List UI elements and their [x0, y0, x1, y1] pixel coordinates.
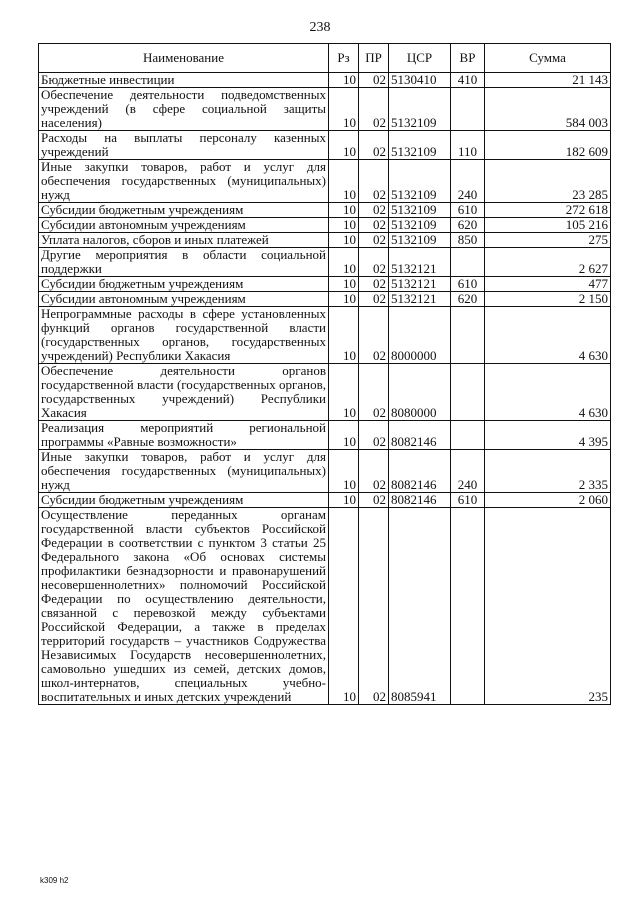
cell-name: Осуществление переданных органам государственной власти субъектов Российской Федерации в соответствии с пунктом 3 статьи 25 Федерального закона «Об основах системы профилактики безнадзорности и правонарушений несовершеннолетних» полномочий Российской Федерации по осуществлению деятельности, связанной с перевозкой между субъектами Российской Федерации, а также в пределах территорий государств – участников Содружества Независимых Государств несовершеннолетних, самовольно ушедших из семей, детских домов, школ-интернатов, специальных учебно-воспитательных и иных детских учреждений: [39, 508, 329, 705]
cell-sum: 2 150: [485, 292, 611, 307]
page-number: 238: [309, 20, 331, 35]
col-header-name: Наименование: [39, 44, 329, 73]
cell-sum: 4 630: [485, 307, 611, 364]
cell-name: Субсидии автономным учреждениям: [39, 292, 329, 307]
cell-csr: 5132109: [389, 88, 451, 131]
cell-name: Обеспечение деятельности органов государственной власти (государственных органов, государственных учреждений) Республики Хакасия: [39, 364, 329, 421]
cell-rz: 10: [329, 450, 359, 493]
cell-pr: 02: [359, 292, 389, 307]
cell-csr: 5130410: [389, 73, 451, 88]
cell-rz: 10: [329, 73, 359, 88]
table-row: [39, 218, 611, 233]
cell-vr: 610: [451, 493, 485, 508]
cell-rz: 10: [329, 307, 359, 364]
cell-csr: 8080000: [389, 364, 451, 421]
cell-rz: 10: [329, 508, 359, 705]
cell-rz: 10: [329, 218, 359, 233]
cell-vr: 620: [451, 218, 485, 233]
cell-pr: 02: [359, 131, 389, 160]
cell-csr: 5132109: [389, 131, 451, 160]
cell-sum: 2 060: [485, 493, 611, 508]
cell-name: Субсидии автономным учреждениям: [39, 218, 329, 233]
cell-sum: 23 285: [485, 160, 611, 203]
cell-vr: 610: [451, 277, 485, 292]
table-row: [39, 364, 611, 421]
cell-rz: 10: [329, 203, 359, 218]
cell-sum: 21 143: [485, 73, 611, 88]
cell-pr: 02: [359, 73, 389, 88]
table-header-row: [39, 44, 611, 73]
cell-name: Субсидии бюджетным учреждениям: [39, 277, 329, 292]
col-header-pr: ПР: [359, 44, 389, 73]
table-row: [39, 307, 611, 364]
table-row: [39, 493, 611, 508]
cell-name: Расходы на выплаты персоналу казенных учреждений: [39, 131, 329, 160]
cell-pr: 02: [359, 493, 389, 508]
cell-sum: 2 335: [485, 450, 611, 493]
cell-rz: 10: [329, 88, 359, 131]
cell-csr: 8000000: [389, 307, 451, 364]
cell-pr: 02: [359, 277, 389, 292]
cell-name: Бюджетные инвестиции: [39, 73, 329, 88]
cell-csr: 5132109: [389, 160, 451, 203]
cell-sum: 182 609: [485, 131, 611, 160]
cell-pr: 02: [359, 307, 389, 364]
cell-pr: 02: [359, 203, 389, 218]
cell-csr: 8085941: [389, 508, 451, 705]
cell-csr: 5132121: [389, 248, 451, 277]
cell-vr: [451, 88, 485, 131]
cell-name: Иные закупки товаров, работ и услуг для обеспечения государственных (муниципальных) нужд: [39, 450, 329, 493]
cell-sum: 2 627: [485, 248, 611, 277]
cell-name: Непрограммные расходы в сфере установленных функций органов государственной власти (государственных органов, государственных учреждений) Республики Хакасия: [39, 307, 329, 364]
table-row: [39, 233, 611, 248]
cell-pr: 02: [359, 421, 389, 450]
cell-vr: 410: [451, 73, 485, 88]
table-row: [39, 450, 611, 493]
cell-rz: 10: [329, 248, 359, 277]
cell-rz: 10: [329, 233, 359, 248]
cell-pr: 02: [359, 364, 389, 421]
table-row: [39, 292, 611, 307]
table-row: [39, 73, 611, 88]
cell-rz: 10: [329, 421, 359, 450]
footer-code: k309 h2: [40, 876, 69, 885]
cell-rz: 10: [329, 493, 359, 508]
cell-name: Субсидии бюджетным учреждениям: [39, 493, 329, 508]
cell-rz: 10: [329, 364, 359, 421]
cell-csr: 8082146: [389, 493, 451, 508]
cell-rz: 10: [329, 277, 359, 292]
cell-vr: 240: [451, 450, 485, 493]
table-row: [39, 88, 611, 131]
cell-rz: 10: [329, 160, 359, 203]
cell-csr: 5132109: [389, 218, 451, 233]
cell-sum: 105 216: [485, 218, 611, 233]
cell-sum: 235: [485, 508, 611, 705]
table-row: [39, 160, 611, 203]
cell-pr: 02: [359, 160, 389, 203]
cell-vr: [451, 307, 485, 364]
col-header-vr: ВР: [451, 44, 485, 73]
cell-name: Обеспечение деятельности подведомственных учреждений (в сфере социальной защиты населения): [39, 88, 329, 131]
cell-vr: [451, 421, 485, 450]
cell-name: Реализация мероприятий региональной программы «Равные возможности»: [39, 421, 329, 450]
cell-name: Субсидии бюджетным учреждениям: [39, 203, 329, 218]
table-row: [39, 277, 611, 292]
table-row: [39, 248, 611, 277]
table-row: [39, 421, 611, 450]
table-row: [39, 203, 611, 218]
col-header-csr: ЦСР: [389, 44, 451, 73]
cell-pr: 02: [359, 248, 389, 277]
cell-csr: 8082146: [389, 450, 451, 493]
col-header-rz: Рз: [329, 44, 359, 73]
cell-sum: 4 395: [485, 421, 611, 450]
cell-sum: 275: [485, 233, 611, 248]
cell-csr: 5132121: [389, 277, 451, 292]
budget-table: [38, 43, 611, 705]
cell-vr: 620: [451, 292, 485, 307]
cell-vr: [451, 508, 485, 705]
table-body: [39, 73, 611, 705]
cell-name: Уплата налогов, сборов и иных платежей: [39, 233, 329, 248]
col-header-sum: Сумма: [485, 44, 611, 73]
cell-vr: 110: [451, 131, 485, 160]
cell-pr: 02: [359, 508, 389, 705]
cell-vr: 610: [451, 203, 485, 218]
cell-vr: 240: [451, 160, 485, 203]
cell-vr: [451, 248, 485, 277]
cell-sum: 4 630: [485, 364, 611, 421]
cell-pr: 02: [359, 233, 389, 248]
cell-rz: 10: [329, 292, 359, 307]
cell-name: Иные закупки товаров, работ и услуг для обеспечения государственных (муниципальных) нужд: [39, 160, 329, 203]
cell-vr: [451, 364, 485, 421]
cell-pr: 02: [359, 88, 389, 131]
cell-name: Другие мероприятия в области социальной поддержки: [39, 248, 329, 277]
cell-csr: 5132109: [389, 203, 451, 218]
table-row: [39, 508, 611, 705]
cell-sum: 272 618: [485, 203, 611, 218]
cell-vr: 850: [451, 233, 485, 248]
cell-rz: 10: [329, 131, 359, 160]
cell-pr: 02: [359, 450, 389, 493]
cell-csr: 5132121: [389, 292, 451, 307]
cell-sum: 477: [485, 277, 611, 292]
table-row: [39, 131, 611, 160]
cell-pr: 02: [359, 218, 389, 233]
cell-csr: 5132109: [389, 233, 451, 248]
cell-csr: 8082146: [389, 421, 451, 450]
cell-sum: 584 003: [485, 88, 611, 131]
